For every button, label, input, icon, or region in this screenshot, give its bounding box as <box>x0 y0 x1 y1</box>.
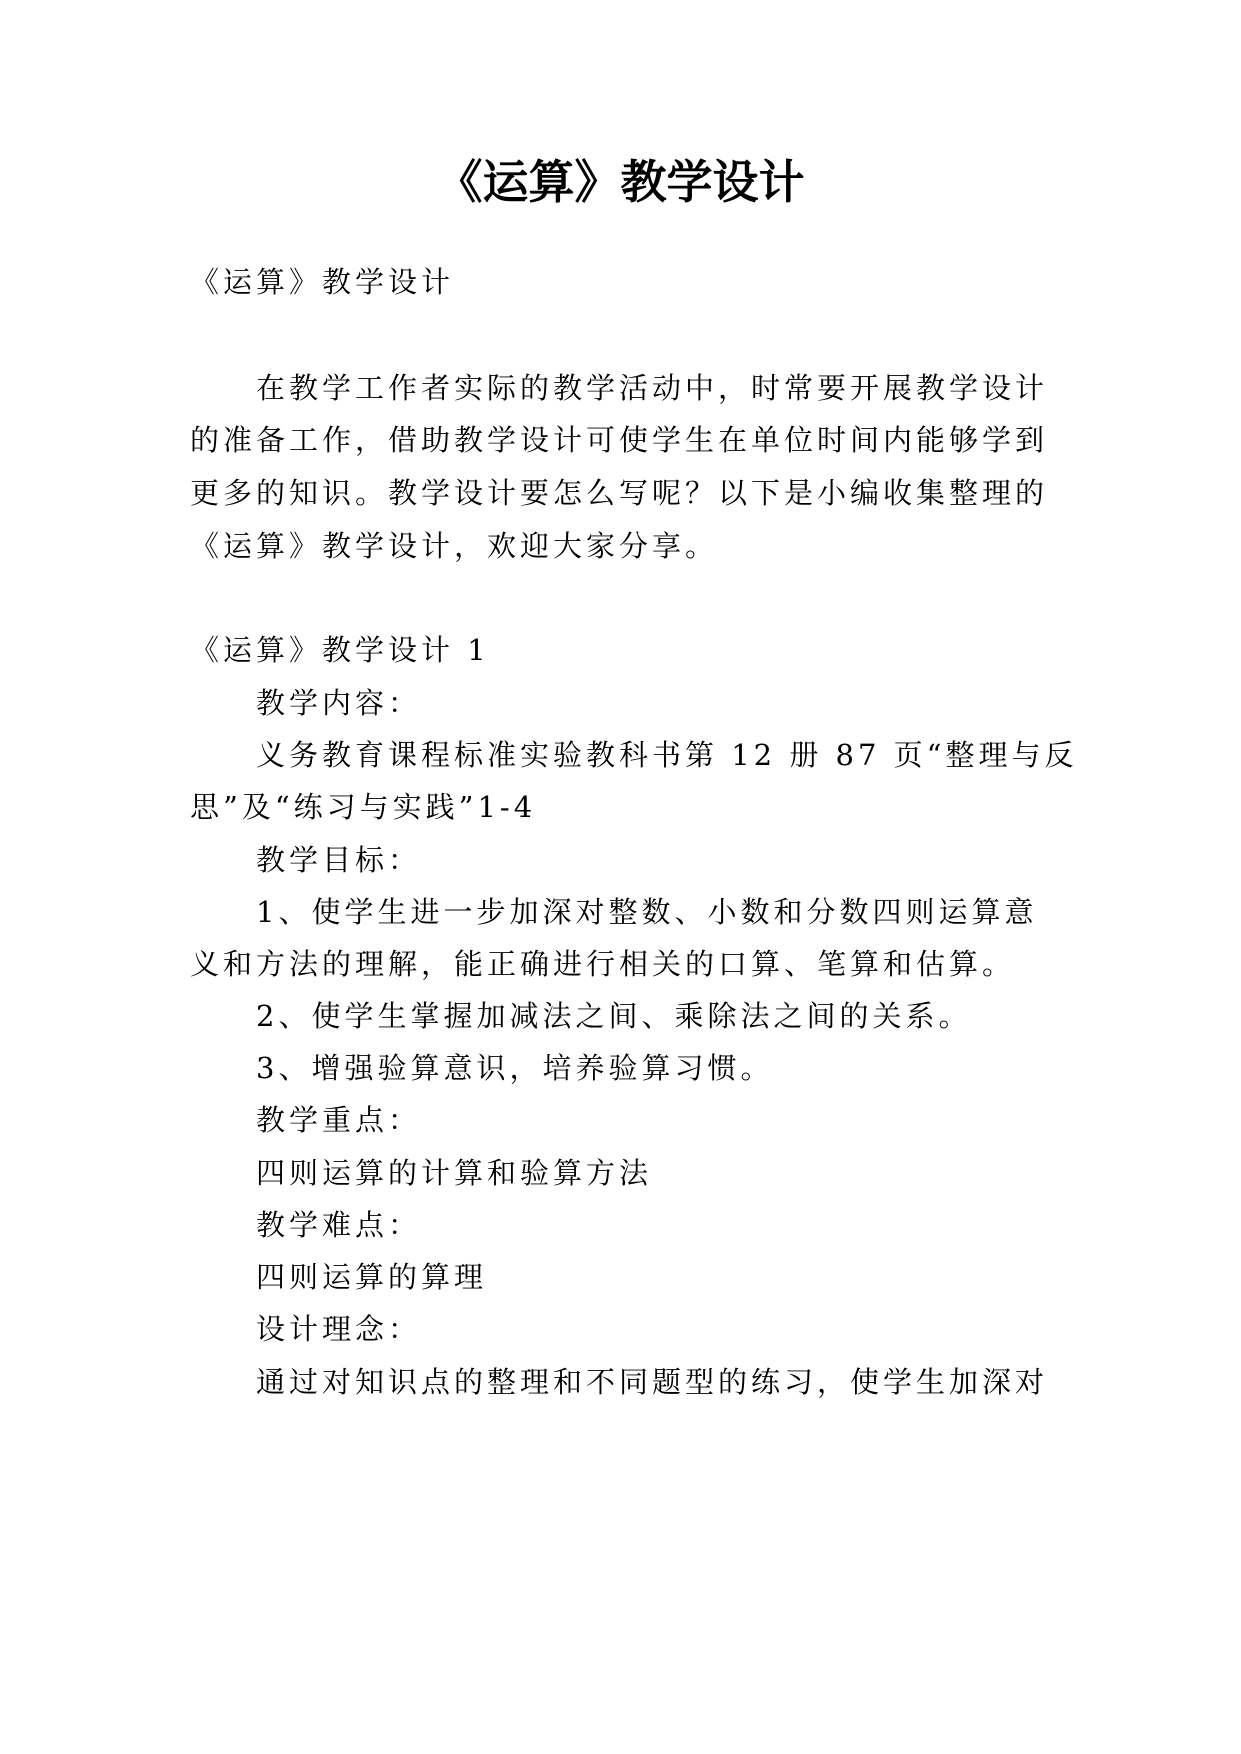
goal-line: 2、使学生掌握加减法之间、乘除法之间的关系。 <box>256 999 972 1033</box>
focus-label: 教学重点： <box>256 1103 422 1137</box>
difficulty-text: 四则运算的算理 <box>256 1260 488 1294</box>
document-subtitle: 《运算》教学设计 <box>190 265 455 299</box>
goal-line: 3、增强验算意识，培养验算习惯。 <box>256 1051 774 1085</box>
content-line: 思”及“练习与实践”1-4 <box>190 790 537 824</box>
section-heading: 《运算》教学设计 1 <box>190 633 490 667</box>
intro-line: 《运算》教学设计，欢迎大家分享。 <box>190 529 719 563</box>
goals-label: 教学目标： <box>256 843 422 877</box>
intro-line: 在教学工作者实际的教学活动中，时常要开展教学设计 <box>256 371 1049 405</box>
concept-text: 通过对知识点的整理和不同题型的练习，使学生加深对 <box>256 1365 1049 1399</box>
concept-label: 设计理念： <box>256 1312 422 1346</box>
content-line: 义务教育课程标准实验教科书第 12 册 87 页“整理与反 <box>256 738 1078 772</box>
document-title: 《运算》教学设计 <box>436 155 805 209</box>
content-label: 教学内容： <box>256 686 422 720</box>
goal-line: 1、使学生进一步加深对整数、小数和分数四则运算意 <box>256 895 1038 929</box>
intro-line: 的准备工作，借助教学设计可使学生在单位时间内能够学到 <box>190 423 1049 457</box>
goal-line: 义和方法的理解，能正确进行相关的口算、笔算和估算。 <box>190 947 1016 981</box>
difficulty-label: 教学难点： <box>256 1208 422 1242</box>
intro-line: 更多的知识。教学设计要怎么写呢？以下是小编收集整理的 <box>190 476 1049 510</box>
focus-text: 四则运算的计算和验算方法 <box>256 1156 653 1190</box>
